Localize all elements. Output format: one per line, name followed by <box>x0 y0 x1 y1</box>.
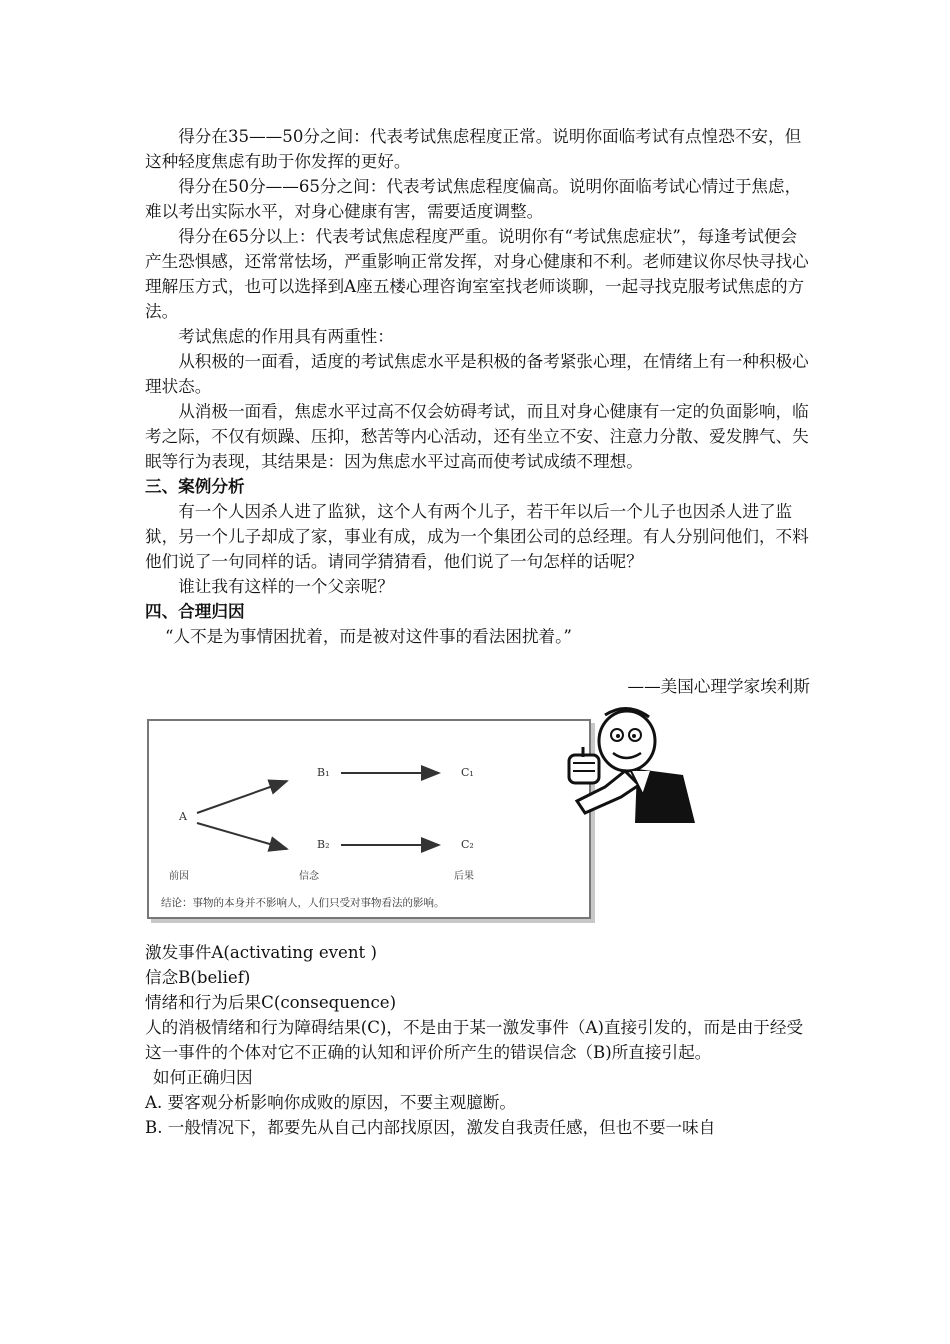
label-cause: 前因 <box>169 871 189 882</box>
arrow-a-b1 <box>197 781 287 813</box>
abc-arrows <box>149 721 589 917</box>
paragraph-positive: 从积极的一面看，适度的考试焦虑水平是积极的备考紧张心理，在情绪上有一种积极心理状态。 <box>145 352 809 396</box>
node-b1: B₁ <box>317 766 330 779</box>
section-heading-case: 三、案例分析 <box>145 477 245 496</box>
paragraph-duality: 考试焦虑的作用具有两重性： <box>178 327 394 346</box>
quote-signature: ——美国心理学家埃利斯 <box>627 677 810 696</box>
line-consequence: 情绪和行为后果C(consequence) <box>145 993 397 1012</box>
abc-figure <box>145 705 810 940</box>
label-belief: 信念 <box>299 871 319 882</box>
subheading-attribution: 如何正确归因 <box>153 1068 253 1087</box>
list-item-a: A. 要客观分析影响你成败的原因，不要主观臆断。 <box>145 1093 517 1112</box>
paragraph-case-answer: 谁让我有这样的一个父亲呢？ <box>178 577 394 596</box>
paragraph-negative: 从消极一面看，焦虑水平过高不仅会妨碍考试，而且对身心健康有一定的负面影响，临考之际，不仅有烦躁、压抑，愁苦等内心活动，还有坐立不安、注意力分散、爱发脾气、失眠等行为表现，其结果是：因为焦虑水平过高而使考试成绩不理想。 <box>145 402 809 471</box>
paragraph-score-high: 得分在50分——65分之间：代表考试焦虑程度偏高。说明你面临考试心情过于焦虑，难以考出实际水平，对身心健康有害，需要适度调整。 <box>145 177 802 221</box>
paragraph-case-story: 有一个人因杀人进了监狱，这个人有两个儿子，若干年以后一个儿子也因杀人进了监狱，另一个儿子却成了家，事业有成，成为一个集团公司的总经理。有人分别问他们，不料他们说了一句同样的话。请同学猜猜看，他们说了一句怎样的话呢？ <box>145 502 809 571</box>
abc-diagram <box>147 719 591 919</box>
node-c2: C₂ <box>461 838 474 851</box>
paragraph-score-severe: 得分在65分以上：代表考试焦虑程度严重。说明你有“考试焦虑症状”，每逢考试便会产生恐惧感，还常常怯场，严重影响正常发挥，对身心健康和不利。老师建议你尽快寻找心理解压方式，也可以选择到A座五楼心理咨询室室找老师谈聊，一起寻找克服考试焦虑的方法。 <box>145 227 809 321</box>
cartoon-figure-icon <box>565 705 705 825</box>
document-body <box>145 124 810 1140</box>
paragraph-abc-explanation: 人的消极情绪和行为障碍结果(C)，不是由于某一激发事件（A)直接引发的，而是由于经受这一事件的个体对它不正确的认知和评价所产生的错误信念（B)所直接引起。 <box>145 1018 804 1062</box>
line-belief: 信念B(belief) <box>145 968 251 987</box>
quote-text: “人不是为事情困扰着，而是被对这件事的看法困扰着。” <box>165 627 572 646</box>
section-heading-attribution: 四、合理归因 <box>145 602 245 621</box>
label-result: 后果 <box>454 871 474 882</box>
arrow-a-b2 <box>197 823 287 849</box>
paragraph-score-normal: 得分在35——50分之间：代表考试焦虑程度正常。说明你面临考试有点惶恐不安，但这种轻度焦虑有助于你发挥的更好。 <box>145 127 802 171</box>
node-a: A <box>179 810 187 823</box>
node-b2: B₂ <box>317 838 330 851</box>
line-activating-event: 激发事件A(activating event ) <box>145 943 377 962</box>
node-c1: C₁ <box>461 766 474 779</box>
list-item-b: B. 一般情况下，都要先从自己内部找原因，激发自我责任感，但也不要一味自 <box>145 1118 716 1137</box>
diagram-conclusion: 结论：事物的本身并不影响人，人们只受对事物看法的影响。 <box>161 897 445 909</box>
